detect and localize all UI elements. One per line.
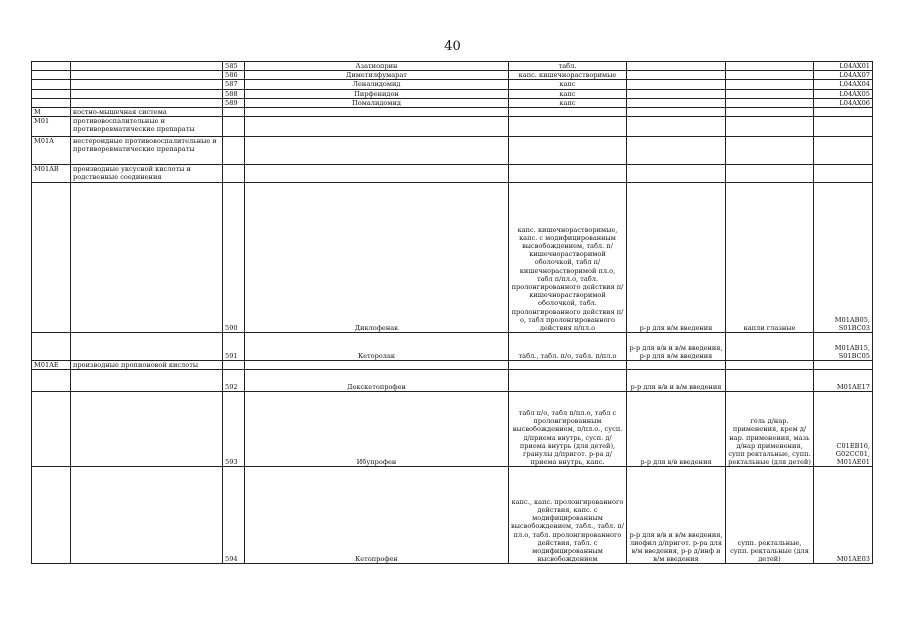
oral-forms-cell: капс [509, 98, 627, 107]
injection-forms-cell: р-р для в/в введения [627, 392, 726, 467]
other-forms-cell [726, 108, 814, 117]
atc-code-cell [32, 370, 71, 392]
atc-code-cell [32, 80, 71, 89]
atc-code-cell: M01AB [32, 165, 71, 183]
atc-group-name-cell [71, 467, 223, 564]
atc-codes-cell [814, 108, 873, 117]
atc-group-name-cell: производные пропионовой кислоты [71, 361, 223, 370]
oral-forms-cell: табл п/о, табл п/пл.о, табл с пролонгированным высвобождением, п/пл.о., сусп. д/приема внутрь, сусп. д/приема внутрь (для детей), гранулы д/пригот. р-ра д/приема внутрь, капс. [509, 392, 627, 467]
injection-forms-cell: р-р для в/в и в/м введения [627, 370, 726, 392]
oral-forms-cell: капс. кишечнорастворимые, капс. с модифицированным высвобождением, табл. п/кишечнорастворимой оболочкой, табл п/кишечнорастворимой пл.о, табл п/пл.о, табл. пролонгированного действия п/кишечнорастворимой оболочкой, табл. пролонгированного действия п/о, табл пролонгированного действия п/пл.о [509, 183, 627, 333]
drug-name-cell [245, 117, 509, 137]
drug-name-cell [245, 361, 509, 370]
table-row [32, 333, 873, 361]
atc-code-cell: M01AE [32, 361, 71, 370]
injection-forms-cell: р-р для в/в и в/м введения, р-р для в/м введения [627, 333, 726, 361]
row-number-cell [223, 117, 245, 137]
row-number-cell: 589 [223, 98, 245, 107]
atc-codes-cell: L04AX01 [814, 62, 873, 71]
drug-name-cell: Кетопрофен [245, 467, 509, 564]
injection-forms-cell [627, 361, 726, 370]
row-number-cell [223, 137, 245, 165]
other-forms-cell [726, 62, 814, 71]
drug-name-cell: Помалидомид [245, 98, 509, 107]
atc-codes-cell [814, 117, 873, 137]
atc-group-name-cell [71, 71, 223, 80]
oral-forms-cell: табл., табл. п/о, табл. п/пл.о [509, 333, 627, 361]
injection-forms-cell [627, 62, 726, 71]
drug-name-cell: Леналидомид [245, 80, 509, 89]
other-forms-cell: гель д/нар. применения, крем д/нар. применения, мазь д/нар применения, супп ректальные, супп. ректальные (для детей) [726, 392, 814, 467]
injection-forms-cell [627, 89, 726, 98]
injection-forms-cell [627, 165, 726, 183]
page-number: 40 [444, 39, 461, 54]
other-forms-cell [726, 137, 814, 165]
other-forms-cell [726, 89, 814, 98]
row-number-cell: 594 [223, 467, 245, 564]
injection-forms-cell: р-р для в/м введения [627, 183, 726, 333]
row-number-cell: 587 [223, 80, 245, 89]
drug-name-cell: Пирфенидон [245, 89, 509, 98]
atc-group-name-cell: нестероидные противовоспалительные и противоревматические препараты [71, 137, 223, 165]
row-number-cell: 588 [223, 89, 245, 98]
row-number-cell: 585 [223, 62, 245, 71]
other-forms-cell [726, 71, 814, 80]
atc-group-name-cell: производные уксусной кислоты и родственные соединения [71, 165, 223, 183]
table-row [32, 98, 873, 107]
atc-group-name-cell [71, 80, 223, 89]
atc-group-name-cell [71, 392, 223, 467]
other-forms-cell [726, 361, 814, 370]
table-row [32, 467, 873, 564]
injection-forms-cell [627, 71, 726, 80]
row-number-cell: 586 [223, 71, 245, 80]
atc-codes-cell [814, 361, 873, 370]
drug-name-cell: Диклофенак [245, 183, 509, 333]
atc-code-cell: M01 [32, 117, 71, 137]
atc-codes-cell: M01AE03 [814, 467, 873, 564]
atc-group-name-cell [71, 62, 223, 71]
atc-code-cell [32, 467, 71, 564]
drug-name-cell [245, 137, 509, 165]
atc-group-name-cell: противовоспалительные и противоревматические препараты [71, 117, 223, 137]
atc-code-cell [32, 89, 71, 98]
group-row [32, 361, 873, 370]
table-row [32, 71, 873, 80]
atc-group-name-cell [71, 370, 223, 392]
injection-forms-cell [627, 98, 726, 107]
other-forms-cell [726, 117, 814, 137]
oral-forms-cell: табл. [509, 62, 627, 71]
oral-forms-cell: капс [509, 89, 627, 98]
table-row [32, 370, 873, 392]
oral-forms-cell [509, 361, 627, 370]
atc-codes-cell: M01AB15, S01BC05 [814, 333, 873, 361]
atc-codes-cell: C01EB16, G02CC01, M01AE01 [814, 392, 873, 467]
injection-forms-cell: р-р для в/в и в/м введения, лиофил д/пригот. р-ра для в/м введения, р-р д/инф и в/м введения [627, 467, 726, 564]
atc-group-name-cell: костно-мышечная система [71, 108, 223, 117]
atc-code-cell [32, 71, 71, 80]
drug-name-cell: Декскетопрофен [245, 370, 509, 392]
atc-code-cell [32, 62, 71, 71]
atc-group-name-cell [71, 89, 223, 98]
other-forms-cell [726, 370, 814, 392]
atc-codes-cell [814, 137, 873, 165]
oral-forms-cell [509, 370, 627, 392]
table-row [32, 392, 873, 467]
injection-forms-cell [627, 80, 726, 89]
injection-forms-cell [627, 117, 726, 137]
atc-code-cell [32, 98, 71, 107]
other-forms-cell [726, 333, 814, 361]
group-row [32, 165, 873, 183]
group-row [32, 117, 873, 137]
row-number-cell: 591 [223, 333, 245, 361]
drug-name-cell [245, 108, 509, 117]
drug-name-cell: Ибупрофен [245, 392, 509, 467]
atc-codes-cell: L04AX07 [814, 71, 873, 80]
other-forms-cell: супп. ректальные, супп. ректальные (для детей) [726, 467, 814, 564]
drug-name-cell: Кеторолак [245, 333, 509, 361]
atc-group-name-cell [71, 98, 223, 107]
atc-code-cell [32, 392, 71, 467]
atc-code-cell: M01A [32, 137, 71, 165]
atc-codes-cell: M01AB05, S01BC03 [814, 183, 873, 333]
atc-group-name-cell [71, 183, 223, 333]
injection-forms-cell [627, 137, 726, 165]
oral-forms-cell [509, 117, 627, 137]
table-row [32, 89, 873, 98]
oral-forms-cell: капс [509, 80, 627, 89]
atc-code-cell: M [32, 108, 71, 117]
row-number-cell: 593 [223, 392, 245, 467]
row-number-cell [223, 108, 245, 117]
drug-name-cell: Азатиоприн [245, 62, 509, 71]
other-forms-cell: капли глазные [726, 183, 814, 333]
atc-codes-cell: M01AE17 [814, 370, 873, 392]
atc-codes-cell: L04AX04 [814, 80, 873, 89]
oral-forms-cell [509, 165, 627, 183]
table-row [32, 183, 873, 333]
oral-forms-cell [509, 137, 627, 165]
drug-name-cell: Диметилфумарат [245, 71, 509, 80]
other-forms-cell [726, 165, 814, 183]
other-forms-cell [726, 98, 814, 107]
atc-codes-cell [814, 165, 873, 183]
group-row [32, 137, 873, 165]
injection-forms-cell [627, 108, 726, 117]
atc-codes-cell: L04AX05 [814, 89, 873, 98]
atc-codes-cell: L04AX06 [814, 98, 873, 107]
group-row [32, 108, 873, 117]
oral-forms-cell: капс., капс. пролонгированного действия, капс. с модифицированным высвобождением, табл., табл. п/пл.о, табл. пролонгированного действия, табл. с модифицированным высвобождением [509, 467, 627, 564]
atc-group-name-cell [71, 333, 223, 361]
oral-forms-cell: капс. кишечнорастворимые [509, 71, 627, 80]
row-number-cell [223, 165, 245, 183]
atc-code-cell [32, 333, 71, 361]
drug-name-cell [245, 165, 509, 183]
atc-code-cell [32, 183, 71, 333]
row-number-cell: 592 [223, 370, 245, 392]
oral-forms-cell [509, 108, 627, 117]
row-number-cell [223, 361, 245, 370]
other-forms-cell [726, 80, 814, 89]
table-row [32, 80, 873, 89]
row-number-cell: 590 [223, 183, 245, 333]
table-row [32, 62, 873, 71]
medication-table [31, 61, 873, 564]
